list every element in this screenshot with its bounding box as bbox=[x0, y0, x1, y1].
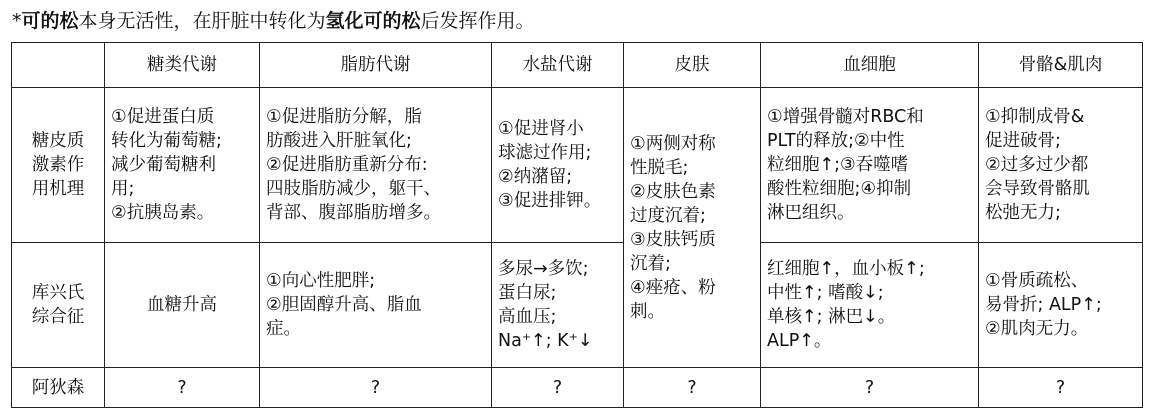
header-blood: 血细胞 bbox=[761, 43, 979, 88]
cell-addison-water-salt: ? bbox=[492, 368, 624, 408]
cell-addison-bone: ? bbox=[979, 368, 1143, 408]
table-row bbox=[12, 243, 1143, 368]
row-label-mechanism: 糖皮质 激素作 用机理 bbox=[12, 88, 105, 243]
header-fat: 脂肪代谢 bbox=[260, 43, 492, 88]
header-row bbox=[12, 43, 1143, 88]
footnote-suffix: 后发挥作用。 bbox=[420, 10, 535, 32]
header-corner bbox=[12, 43, 105, 88]
cell-cushing-blood: 红细胞↑，血小板↑; 中性↑; 嗜酸↓; 单核↑; 淋巴↓。 ALP↑。 bbox=[761, 243, 979, 368]
cell-mechanism-fat: ①促进脂肪分解，脂 肪酸进入肝脏氧化; ②促进脂肪重新分布: 四肢脂肪减少，躯干、 背部、腹部脂肪增多。 bbox=[260, 88, 492, 243]
footnote-text: 本身无活性，在肝脏中转化为 bbox=[78, 10, 326, 32]
cell-mechanism-water-salt: ①促进肾小 球滤过作用; ②纳潴留; ③促进排钾。 bbox=[492, 88, 624, 243]
cell-addison-skin: ? bbox=[624, 368, 761, 408]
table-row bbox=[12, 368, 1143, 408]
header-sugar: 糖类代谢 bbox=[105, 43, 260, 88]
row-label-cushing: 库兴氏 综合征 bbox=[12, 243, 105, 368]
footnote-prefix: * bbox=[12, 10, 22, 32]
cell-cushing-sugar: 血糖升高 bbox=[105, 243, 260, 368]
cell-mechanism-blood: ①增强骨髓对RBC和 PLT的释放;②中性 粒细胞↑;③吞噬嗜 酸性粒细胞;④抑制 淋巴组织。 bbox=[761, 88, 979, 243]
cell-cushing-fat: ①向心性肥胖; ②胆固醇升高、脂血 症。 bbox=[260, 243, 492, 368]
footnote-drug-2: 氢化可的松 bbox=[325, 10, 421, 32]
cell-skin: ①两侧对称 性脱毛; ②皮肤色素 过度沉着; ③皮肤钙质 沉着; ④痤疮、粉 刺。 bbox=[624, 88, 761, 368]
cell-addison-sugar: ? bbox=[105, 368, 260, 408]
comparison-table bbox=[11, 42, 1143, 408]
footnote-drug-1: 可的松 bbox=[21, 10, 79, 32]
header-bone: 骨骼&肌肉 bbox=[979, 43, 1143, 88]
footnote bbox=[12, 6, 535, 36]
cell-addison-fat: ? bbox=[260, 368, 492, 408]
cell-cushing-bone: ①骨质疏松、 易骨折; ALP↑; ②肌肉无力。 bbox=[979, 243, 1143, 368]
cell-mechanism-bone: ①抑制成骨& 促进破骨; ②过多过少都 会导致骨骼肌 松弛无力; bbox=[979, 88, 1143, 243]
cell-cushing-water-salt: 多尿→多饮; 蛋白尿; 高血压; Na⁺↑; K⁺↓ bbox=[492, 243, 624, 368]
header-skin: 皮肤 bbox=[624, 43, 761, 88]
header-water-salt: 水盐代谢 bbox=[492, 43, 624, 88]
cell-addison-blood: ? bbox=[761, 368, 979, 408]
row-label-addison: 阿狄森 bbox=[12, 368, 105, 408]
cell-mechanism-sugar: ①促进蛋白质 转化为葡萄糖; 减少葡萄糖利 用; ②抗胰岛素。 bbox=[105, 88, 260, 243]
table-row bbox=[12, 88, 1143, 243]
